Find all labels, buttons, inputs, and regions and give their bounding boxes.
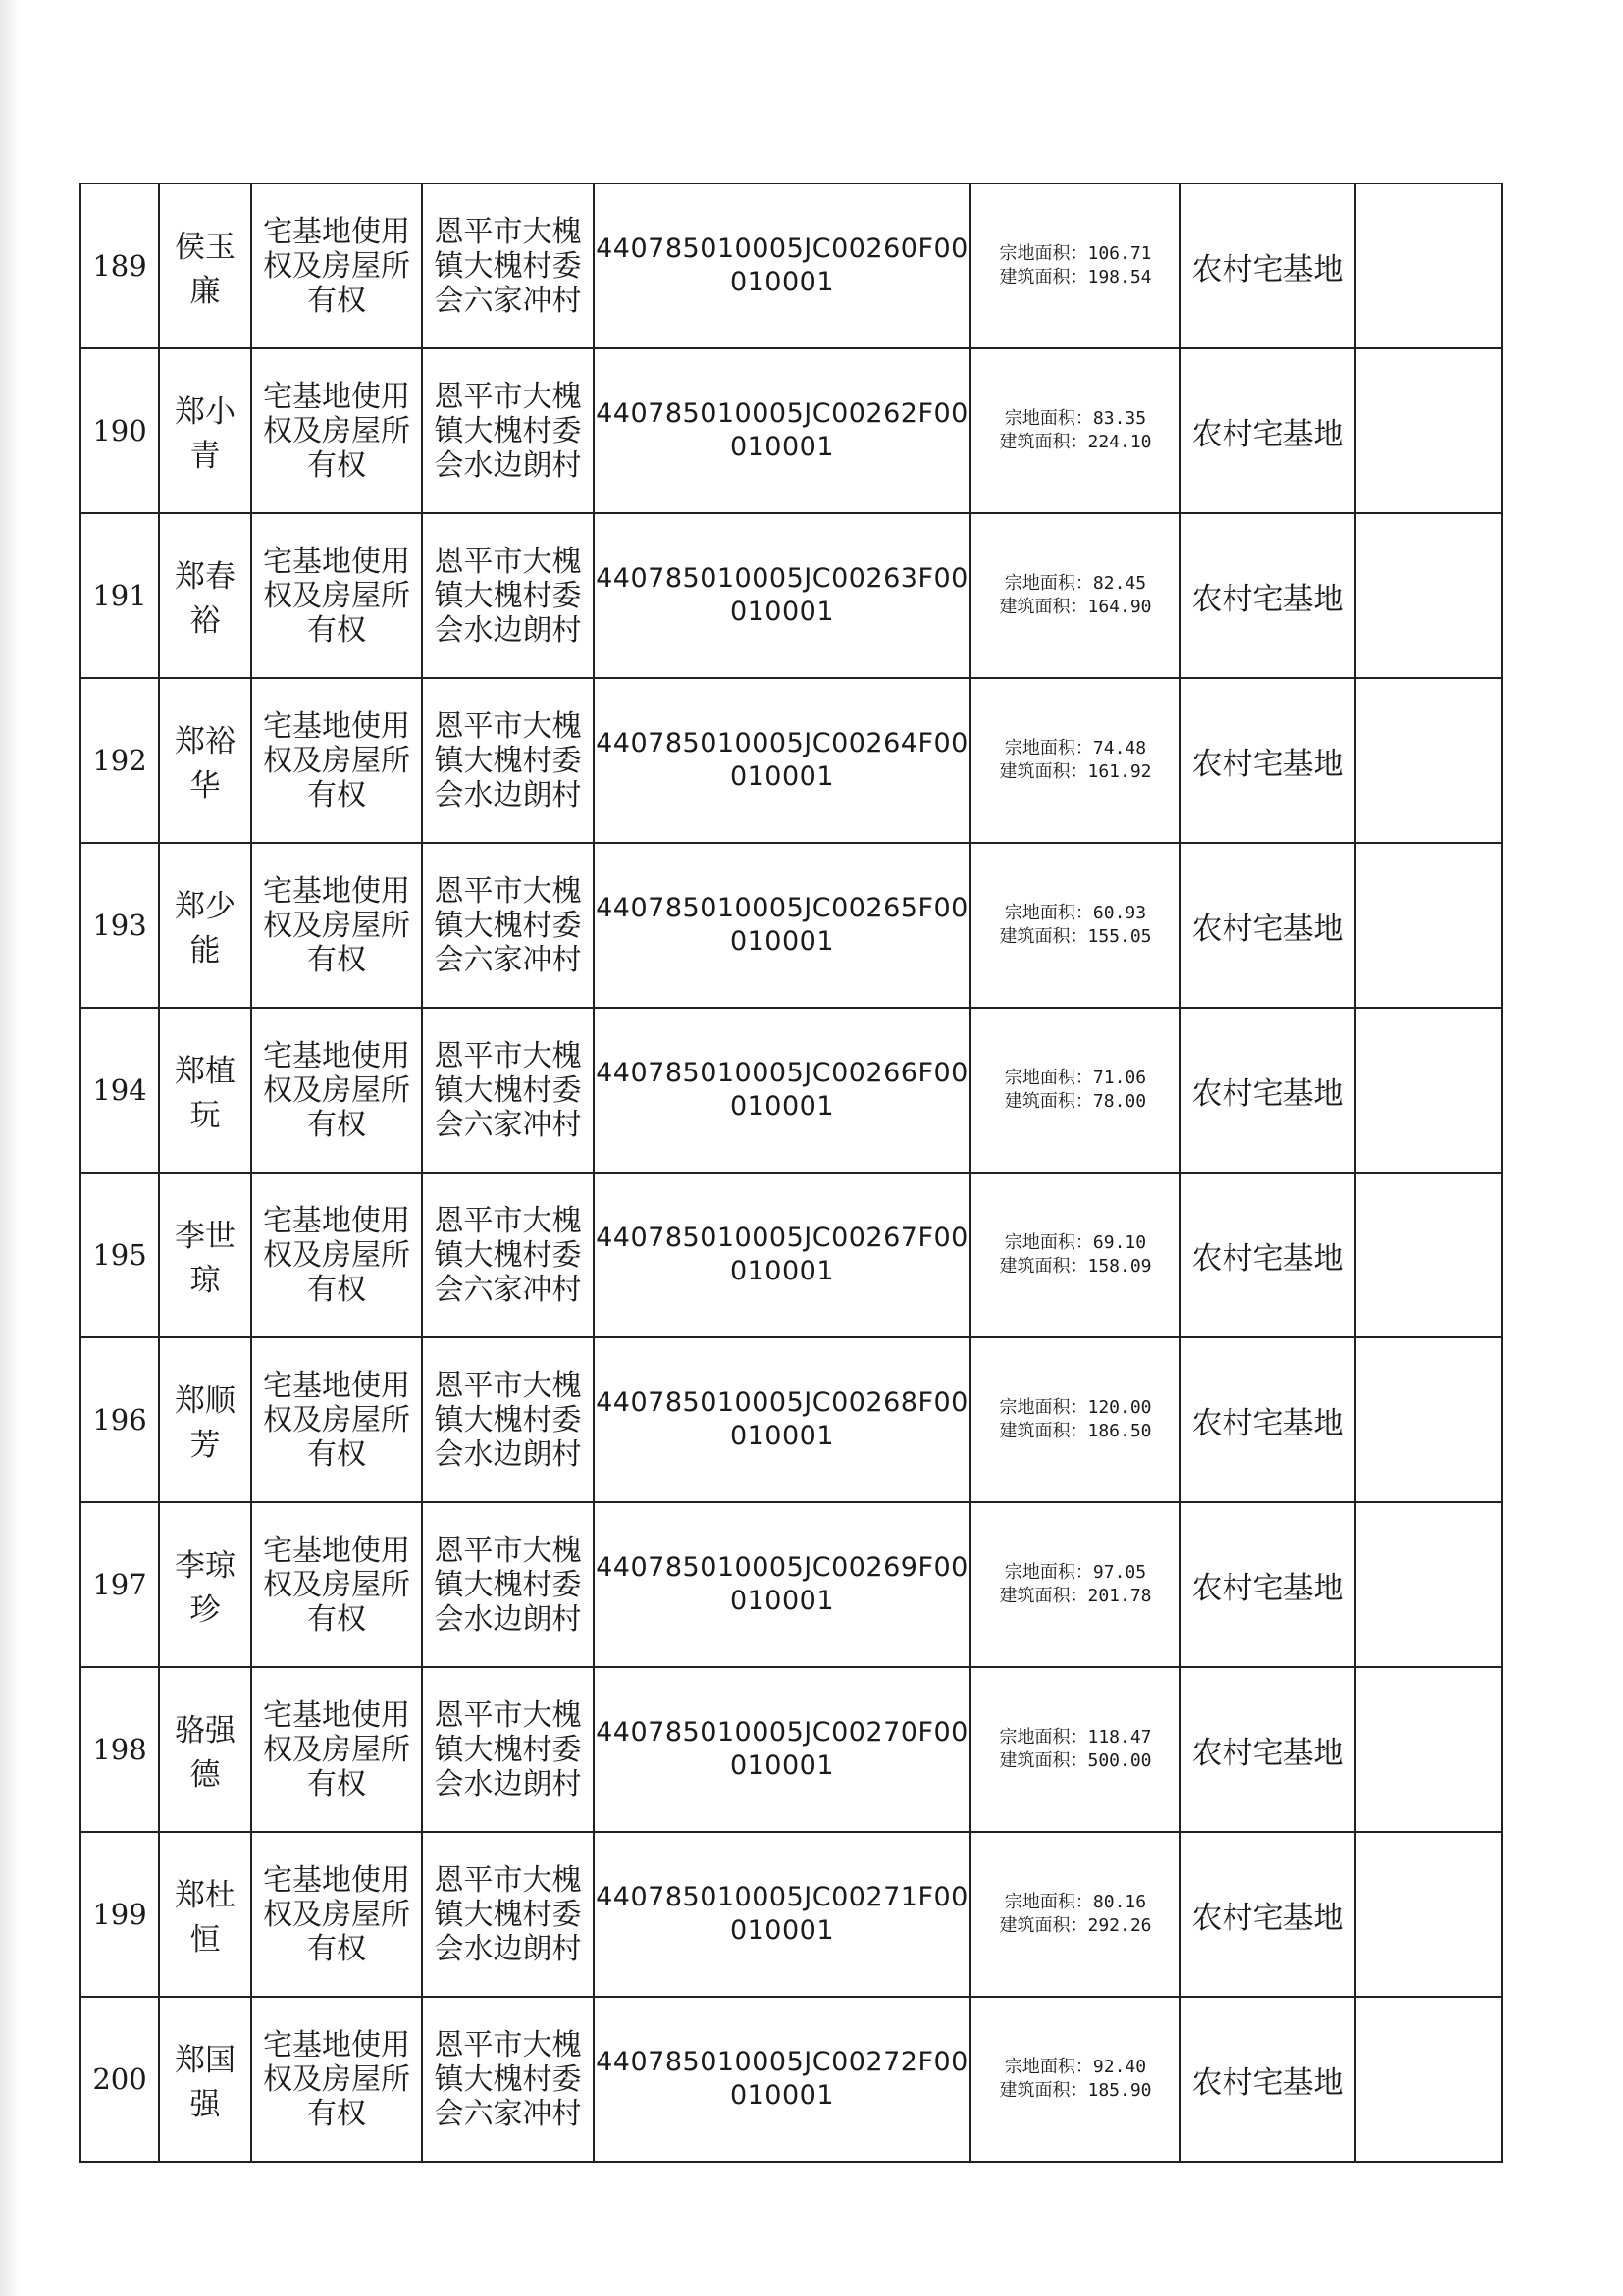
location-line: 会水边朗村 bbox=[434, 1436, 582, 1472]
right-type-line: 有权 bbox=[307, 777, 366, 812]
building-area-label: 建筑面积： bbox=[999, 761, 1088, 782]
land-category-cell: 农村宅基地 bbox=[1180, 1173, 1355, 1337]
location-line: 会六家冲村 bbox=[434, 1107, 582, 1142]
location-cell bbox=[422, 843, 594, 1008]
location-line: 会六家冲村 bbox=[434, 2096, 582, 2131]
unit-code-line: 440785010005JC00265F00 bbox=[596, 893, 969, 923]
building-area-label: 建筑面积： bbox=[999, 1750, 1088, 1771]
building-area-label: 建筑面积： bbox=[999, 432, 1088, 452]
land-area-line bbox=[971, 242, 1179, 266]
area-cell bbox=[970, 678, 1180, 843]
land-area-label: 宗地面积： bbox=[1004, 738, 1093, 758]
right-type-cell bbox=[251, 1502, 422, 1667]
location-line: 恩平市大槐 bbox=[434, 379, 582, 414]
right-type-line: 权及房屋所 bbox=[263, 1567, 410, 1602]
building-area-label: 建筑面积： bbox=[999, 2080, 1088, 2101]
right-type-line: 宅基地使用 bbox=[263, 708, 410, 744]
location-line: 恩平市大槐 bbox=[434, 1862, 582, 1898]
unit-code-line: 440785010005JC00263F00 bbox=[596, 563, 969, 594]
location-cell bbox=[422, 1337, 594, 1502]
location-line: 会水边朗村 bbox=[434, 1766, 582, 1801]
table-row bbox=[80, 513, 1502, 678]
area-cell bbox=[970, 843, 1180, 1008]
land-area-label: 宗地面积： bbox=[1004, 408, 1093, 429]
land-area-line bbox=[971, 572, 1179, 596]
right-type-line: 权及房屋所 bbox=[263, 1732, 410, 1767]
area-cell bbox=[970, 348, 1180, 513]
land-area-value: 97.05 bbox=[1092, 1562, 1147, 1583]
unit-code-line: 010001 bbox=[729, 1091, 835, 1122]
location-cell bbox=[422, 348, 594, 513]
table-row bbox=[80, 1502, 1502, 1667]
location-line: 镇大槐村委 bbox=[434, 1897, 582, 1932]
building-area-label: 建筑面积： bbox=[1004, 1091, 1093, 1112]
land-area-label: 宗地面积： bbox=[999, 1397, 1088, 1418]
right-type-line: 权及房屋所 bbox=[263, 578, 410, 613]
land-category-cell: 农村宅基地 bbox=[1180, 1502, 1355, 1667]
land-category-cell: 农村宅基地 bbox=[1180, 678, 1355, 843]
owner-name-cell: 李琼珍 bbox=[159, 1502, 251, 1667]
land-area-line bbox=[971, 1396, 1179, 1420]
land-area-value: 118.47 bbox=[1087, 1727, 1152, 1748]
area-cell bbox=[970, 1667, 1180, 1832]
location-cell bbox=[422, 513, 594, 678]
unit-code-line: 440785010005JC00264F00 bbox=[596, 728, 969, 758]
location-line: 会水边朗村 bbox=[434, 777, 582, 812]
building-area-label: 建筑面积： bbox=[999, 1915, 1088, 1936]
remarks-cell bbox=[1355, 1502, 1502, 1667]
building-area-line bbox=[971, 1749, 1179, 1773]
building-area-value: 201.78 bbox=[1087, 1586, 1152, 1606]
land-area-value: 82.45 bbox=[1092, 573, 1147, 594]
building-area-value: 78.00 bbox=[1092, 1091, 1147, 1112]
unit-code-line: 440785010005JC00272F00 bbox=[596, 2047, 969, 2077]
right-type-line: 权及房屋所 bbox=[263, 743, 410, 778]
land-area-value: 74.48 bbox=[1092, 738, 1147, 758]
building-area-value: 164.90 bbox=[1087, 597, 1152, 617]
building-area-value: 185.90 bbox=[1087, 2080, 1152, 2101]
land-area-value: 83.35 bbox=[1092, 408, 1147, 429]
table-row bbox=[80, 1832, 1502, 1997]
right-type-line: 有权 bbox=[307, 1931, 366, 1966]
land-category-cell: 农村宅基地 bbox=[1180, 183, 1355, 348]
right-type-line: 有权 bbox=[307, 612, 366, 648]
land-area-value: 80.16 bbox=[1092, 1892, 1147, 1912]
location-line: 镇大槐村委 bbox=[434, 1732, 582, 1767]
table-row bbox=[80, 348, 1502, 513]
registry-body bbox=[80, 183, 1502, 2162]
right-type-line: 权及房屋所 bbox=[263, 2061, 410, 2097]
unit-code-line: 010001 bbox=[729, 597, 835, 627]
right-type-line: 宅基地使用 bbox=[263, 1038, 410, 1073]
location-line: 镇大槐村委 bbox=[434, 1237, 582, 1273]
land-area-label: 宗地面积： bbox=[1004, 903, 1093, 923]
land-area-value: 69.10 bbox=[1092, 1232, 1147, 1253]
owner-name-cell: 郑少能 bbox=[159, 843, 251, 1008]
owner-name-cell: 郑顺芳 bbox=[159, 1337, 251, 1502]
unit-code-line: 440785010005JC00260F00 bbox=[596, 234, 969, 264]
right-type-cell bbox=[251, 183, 422, 348]
owner-name-cell: 骆强德 bbox=[159, 1667, 251, 1832]
location-line: 镇大槐村委 bbox=[434, 413, 582, 448]
land-area-line bbox=[971, 2056, 1179, 2079]
land-area-line bbox=[971, 737, 1179, 760]
area-cell bbox=[970, 1173, 1180, 1337]
owner-name-cell: 郑国强 bbox=[159, 1997, 251, 2162]
right-type-line: 宅基地使用 bbox=[263, 1203, 410, 1238]
location-line: 会水边朗村 bbox=[434, 1601, 582, 1637]
unit-code-line: 010001 bbox=[729, 432, 835, 462]
location-line: 恩平市大槐 bbox=[434, 1368, 582, 1403]
remarks-cell bbox=[1355, 1173, 1502, 1337]
remarks-cell bbox=[1355, 513, 1502, 678]
land-area-label: 宗地面积： bbox=[999, 243, 1088, 264]
land-area-label: 宗地面积： bbox=[1004, 2057, 1093, 2077]
right-type-cell bbox=[251, 1832, 422, 1997]
unit-code-line: 010001 bbox=[729, 1421, 835, 1451]
land-area-value: 71.06 bbox=[1092, 1068, 1147, 1088]
unit-code-cell bbox=[594, 1173, 970, 1337]
right-type-cell bbox=[251, 1008, 422, 1173]
right-type-line: 宅基地使用 bbox=[263, 379, 410, 414]
land-area-value: 92.40 bbox=[1092, 2057, 1147, 2077]
location-line: 镇大槐村委 bbox=[434, 1402, 582, 1437]
location-line: 恩平市大槐 bbox=[434, 2027, 582, 2062]
unit-code-cell bbox=[594, 843, 970, 1008]
unit-code-cell bbox=[594, 1502, 970, 1667]
location-line: 恩平市大槐 bbox=[434, 1697, 582, 1733]
land-category-cell: 农村宅基地 bbox=[1180, 1337, 1355, 1502]
location-line: 镇大槐村委 bbox=[434, 908, 582, 943]
remarks-cell bbox=[1355, 348, 1502, 513]
building-area-line bbox=[971, 1090, 1179, 1114]
owner-name-cell: 郑杜恒 bbox=[159, 1832, 251, 1997]
land-area-label: 宗地面积： bbox=[1004, 1232, 1093, 1253]
right-type-cell bbox=[251, 1667, 422, 1832]
unit-code-line: 440785010005JC00267F00 bbox=[596, 1223, 969, 1253]
right-type-line: 宅基地使用 bbox=[263, 2027, 410, 2062]
unit-code-cell bbox=[594, 1667, 970, 1832]
building-area-line bbox=[971, 1914, 1179, 1938]
right-type-line: 宅基地使用 bbox=[263, 1697, 410, 1733]
location-cell bbox=[422, 1997, 594, 2162]
unit-code-cell bbox=[594, 678, 970, 843]
building-area-value: 224.10 bbox=[1087, 432, 1152, 452]
unit-code-cell bbox=[594, 1997, 970, 2162]
area-cell bbox=[970, 1337, 1180, 1502]
row-number-cell: 192 bbox=[80, 678, 159, 843]
location-line: 恩平市大槐 bbox=[434, 708, 582, 744]
remarks-cell bbox=[1355, 1832, 1502, 1997]
unit-code-line: 010001 bbox=[729, 761, 835, 792]
building-area-label: 建筑面积： bbox=[999, 926, 1088, 947]
row-number-cell: 194 bbox=[80, 1008, 159, 1173]
right-type-cell bbox=[251, 348, 422, 513]
owner-name-cell: 侯玉廉 bbox=[159, 183, 251, 348]
remarks-cell bbox=[1355, 678, 1502, 843]
land-area-value: 120.00 bbox=[1087, 1397, 1152, 1418]
land-area-label: 宗地面积： bbox=[1004, 1068, 1093, 1088]
row-number-cell: 196 bbox=[80, 1337, 159, 1502]
table-row bbox=[80, 678, 1502, 843]
building-area-value: 186.50 bbox=[1087, 1421, 1152, 1441]
unit-code-cell bbox=[594, 1337, 970, 1502]
location-line: 会六家冲村 bbox=[434, 942, 582, 977]
unit-code-line: 440785010005JC00262F00 bbox=[596, 398, 969, 429]
location-line: 会水边朗村 bbox=[434, 1931, 582, 1966]
row-number-cell: 198 bbox=[80, 1667, 159, 1832]
right-type-cell bbox=[251, 678, 422, 843]
right-type-cell bbox=[251, 513, 422, 678]
location-cell bbox=[422, 1008, 594, 1173]
location-cell bbox=[422, 678, 594, 843]
location-line: 恩平市大槐 bbox=[434, 1038, 582, 1073]
right-type-line: 权及房屋所 bbox=[263, 1897, 410, 1932]
right-type-line: 宅基地使用 bbox=[263, 873, 410, 909]
location-cell bbox=[422, 1173, 594, 1337]
table-row bbox=[80, 1173, 1502, 1337]
location-line: 会六家冲村 bbox=[434, 1272, 582, 1307]
row-number-cell: 191 bbox=[80, 513, 159, 678]
unit-code-line: 440785010005JC00271F00 bbox=[596, 1882, 969, 1912]
unit-code-cell bbox=[594, 348, 970, 513]
area-cell bbox=[970, 1008, 1180, 1173]
land-category-cell: 农村宅基地 bbox=[1180, 348, 1355, 513]
location-line: 镇大槐村委 bbox=[434, 578, 582, 613]
right-type-line: 有权 bbox=[307, 1601, 366, 1637]
location-line: 恩平市大槐 bbox=[434, 214, 582, 249]
land-category-cell: 农村宅基地 bbox=[1180, 1008, 1355, 1173]
right-type-line: 宅基地使用 bbox=[263, 1862, 410, 1898]
building-area-line bbox=[971, 1255, 1179, 1278]
land-category-cell: 农村宅基地 bbox=[1180, 1667, 1355, 1832]
remarks-cell bbox=[1355, 183, 1502, 348]
land-area-value: 106.71 bbox=[1087, 243, 1152, 264]
land-area-line bbox=[971, 1726, 1179, 1749]
table-row bbox=[80, 843, 1502, 1008]
row-number-cell: 200 bbox=[80, 1997, 159, 2162]
location-cell bbox=[422, 1832, 594, 1997]
owner-name-cell: 郑春裕 bbox=[159, 513, 251, 678]
land-area-label: 宗地面积： bbox=[1004, 1892, 1093, 1912]
land-area-line bbox=[971, 1561, 1179, 1585]
location-cell bbox=[422, 183, 594, 348]
owner-name-cell: 郑小青 bbox=[159, 348, 251, 513]
right-type-line: 权及房屋所 bbox=[263, 1402, 410, 1437]
location-line: 会水边朗村 bbox=[434, 447, 582, 483]
building-area-label: 建筑面积： bbox=[999, 1256, 1088, 1277]
unit-code-cell bbox=[594, 1832, 970, 1997]
right-type-line: 宅基地使用 bbox=[263, 1533, 410, 1568]
location-cell bbox=[422, 1667, 594, 1832]
unit-code-line: 010001 bbox=[729, 1915, 835, 1946]
row-number-cell: 195 bbox=[80, 1173, 159, 1337]
location-line: 恩平市大槐 bbox=[434, 1533, 582, 1568]
right-type-line: 有权 bbox=[307, 1107, 366, 1142]
right-type-line: 宅基地使用 bbox=[263, 1368, 410, 1403]
owner-name-cell: 李世琼 bbox=[159, 1173, 251, 1337]
right-type-line: 有权 bbox=[307, 1436, 366, 1472]
building-area-line bbox=[971, 760, 1179, 784]
unit-code-line: 440785010005JC00269F00 bbox=[596, 1552, 969, 1583]
right-type-line: 宅基地使用 bbox=[263, 544, 410, 579]
right-type-line: 有权 bbox=[307, 1766, 366, 1801]
location-line: 恩平市大槐 bbox=[434, 544, 582, 579]
land-area-label: 宗地面积： bbox=[1004, 573, 1093, 594]
remarks-cell bbox=[1355, 1337, 1502, 1502]
land-area-line bbox=[971, 407, 1179, 431]
location-line: 镇大槐村委 bbox=[434, 2061, 582, 2097]
location-line: 会六家冲村 bbox=[434, 283, 582, 318]
unit-code-line: 010001 bbox=[729, 1586, 835, 1616]
right-type-line: 有权 bbox=[307, 942, 366, 977]
land-area-label: 宗地面积： bbox=[999, 1727, 1088, 1748]
land-area-line bbox=[971, 902, 1179, 925]
building-area-label: 建筑面积： bbox=[999, 597, 1088, 617]
row-number-cell: 199 bbox=[80, 1832, 159, 1997]
table-row bbox=[80, 1008, 1502, 1173]
right-type-line: 权及房屋所 bbox=[263, 908, 410, 943]
building-area-line bbox=[971, 2079, 1179, 2103]
table-row bbox=[80, 1337, 1502, 1502]
building-area-value: 155.05 bbox=[1087, 926, 1152, 947]
location-line: 镇大槐村委 bbox=[434, 248, 582, 284]
land-area-line bbox=[971, 1067, 1179, 1090]
registry-table bbox=[79, 183, 1503, 2163]
right-type-line: 有权 bbox=[307, 1272, 366, 1307]
building-area-line bbox=[971, 1585, 1179, 1608]
building-area-label: 建筑面积： bbox=[999, 1421, 1088, 1441]
land-category-cell: 农村宅基地 bbox=[1180, 1997, 1355, 2162]
building-area-value: 198.54 bbox=[1087, 267, 1152, 287]
land-category-cell: 农村宅基地 bbox=[1180, 1832, 1355, 1997]
right-type-line: 有权 bbox=[307, 283, 366, 318]
building-area-line bbox=[971, 925, 1179, 949]
unit-code-cell bbox=[594, 183, 970, 348]
unit-code-line: 010001 bbox=[729, 2080, 835, 2111]
building-area-value: 158.09 bbox=[1087, 1256, 1152, 1277]
right-type-line: 权及房屋所 bbox=[263, 413, 410, 448]
location-line: 镇大槐村委 bbox=[434, 1567, 582, 1602]
location-line: 镇大槐村委 bbox=[434, 1072, 582, 1108]
right-type-cell bbox=[251, 1337, 422, 1502]
table-row bbox=[80, 1997, 1502, 2162]
area-cell bbox=[970, 1997, 1180, 2162]
building-area-value: 500.00 bbox=[1087, 1750, 1152, 1771]
building-area-label: 建筑面积： bbox=[999, 1586, 1088, 1606]
owner-name-cell: 郑植玩 bbox=[159, 1008, 251, 1173]
table-row bbox=[80, 1667, 1502, 1832]
land-category-cell: 农村宅基地 bbox=[1180, 843, 1355, 1008]
unit-code-cell bbox=[594, 1008, 970, 1173]
table-row bbox=[80, 183, 1502, 348]
unit-code-line: 010001 bbox=[729, 1750, 835, 1781]
building-area-line bbox=[971, 1420, 1179, 1443]
right-type-line: 权及房屋所 bbox=[263, 1072, 410, 1108]
remarks-cell bbox=[1355, 1997, 1502, 2162]
building-area-line bbox=[971, 431, 1179, 454]
location-line: 恩平市大槐 bbox=[434, 1203, 582, 1238]
right-type-line: 宅基地使用 bbox=[263, 214, 410, 249]
location-line: 恩平市大槐 bbox=[434, 873, 582, 909]
area-cell bbox=[970, 183, 1180, 348]
building-area-value: 292.26 bbox=[1087, 1915, 1152, 1936]
area-cell bbox=[970, 1502, 1180, 1667]
remarks-cell bbox=[1355, 1008, 1502, 1173]
row-number-cell: 189 bbox=[80, 183, 159, 348]
land-area-value: 60.93 bbox=[1092, 903, 1147, 923]
unit-code-line: 440785010005JC00268F00 bbox=[596, 1387, 969, 1418]
land-area-line bbox=[971, 1891, 1179, 1914]
page-edge-shadow bbox=[0, 0, 22, 2296]
row-number-cell: 193 bbox=[80, 843, 159, 1008]
unit-code-line: 440785010005JC00266F00 bbox=[596, 1058, 969, 1088]
land-category-cell: 农村宅基地 bbox=[1180, 513, 1355, 678]
building-area-label: 建筑面积： bbox=[999, 267, 1088, 287]
unit-code-line: 010001 bbox=[729, 1256, 835, 1286]
right-type-line: 权及房屋所 bbox=[263, 248, 410, 284]
location-line: 会水边朗村 bbox=[434, 612, 582, 648]
land-area-line bbox=[971, 1231, 1179, 1255]
right-type-line: 权及房屋所 bbox=[263, 1237, 410, 1273]
unit-code-line: 440785010005JC00270F00 bbox=[596, 1717, 969, 1748]
remarks-cell bbox=[1355, 843, 1502, 1008]
location-line: 镇大槐村委 bbox=[434, 743, 582, 778]
unit-code-cell bbox=[594, 513, 970, 678]
right-type-line: 有权 bbox=[307, 447, 366, 483]
location-cell bbox=[422, 1502, 594, 1667]
right-type-cell bbox=[251, 1997, 422, 2162]
unit-code-line: 010001 bbox=[729, 926, 835, 957]
remarks-cell bbox=[1355, 1667, 1502, 1832]
row-number-cell: 190 bbox=[80, 348, 159, 513]
right-type-line: 有权 bbox=[307, 2096, 366, 2131]
building-area-line bbox=[971, 266, 1179, 289]
unit-code-line: 010001 bbox=[729, 267, 835, 297]
building-area-line bbox=[971, 596, 1179, 619]
right-type-cell bbox=[251, 1173, 422, 1337]
area-cell bbox=[970, 1832, 1180, 1997]
land-area-label: 宗地面积： bbox=[1004, 1562, 1093, 1583]
area-cell bbox=[970, 513, 1180, 678]
owner-name-cell: 郑裕华 bbox=[159, 678, 251, 843]
right-type-cell bbox=[251, 843, 422, 1008]
building-area-value: 161.92 bbox=[1087, 761, 1152, 782]
row-number-cell: 197 bbox=[80, 1502, 159, 1667]
